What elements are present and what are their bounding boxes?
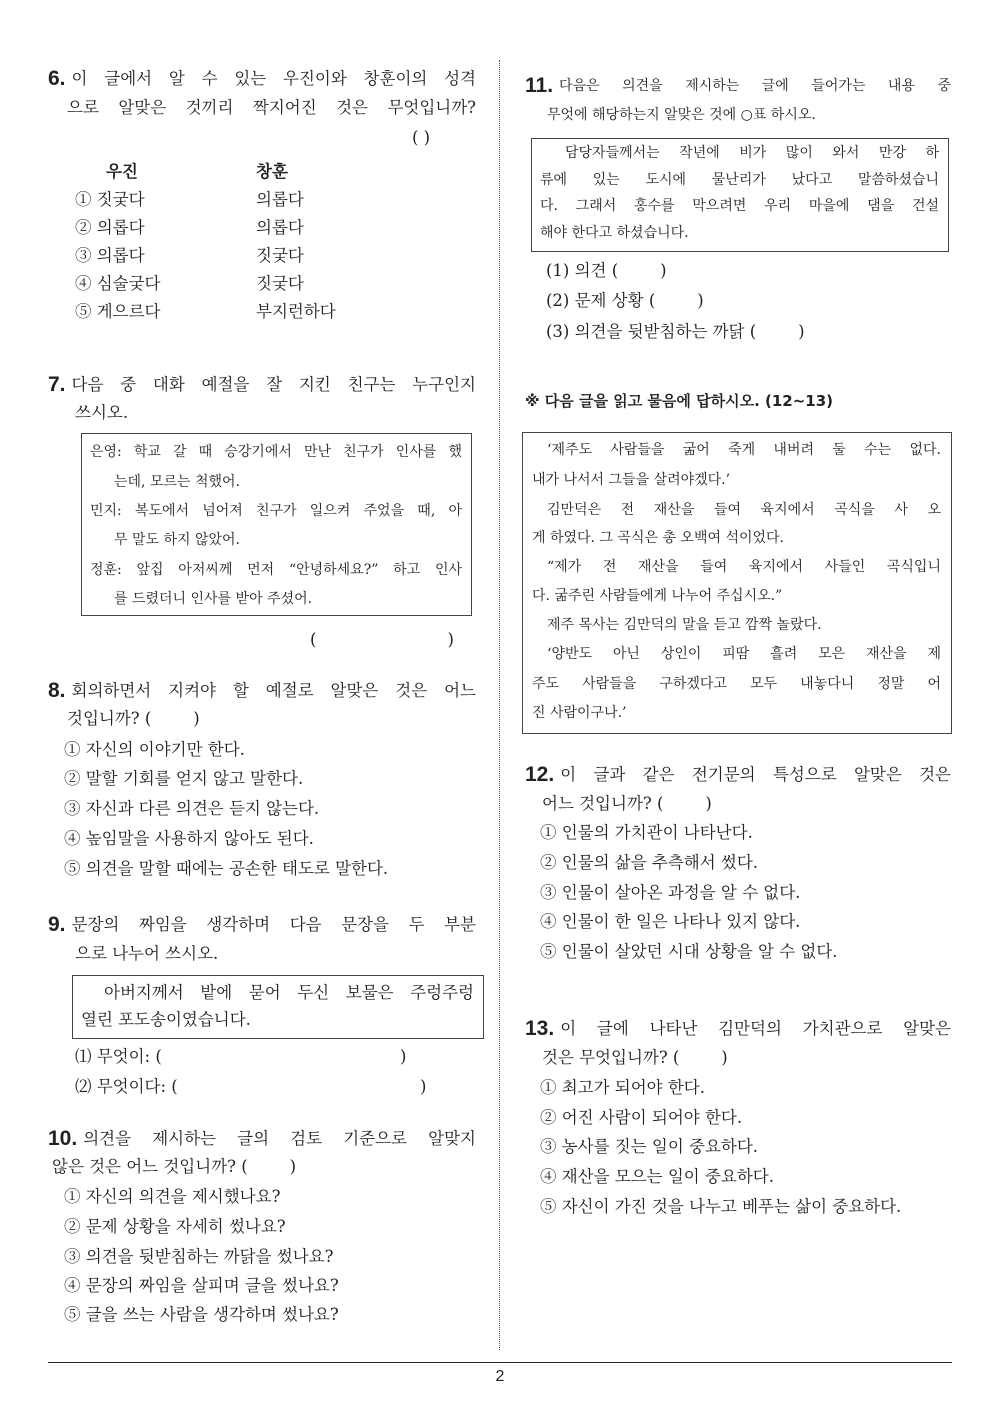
q6-option-1b: 의롭다 — [256, 190, 304, 209]
passage-line: “제가 전 재산을 들여 육지에서 사들인 곡식입니 — [547, 559, 941, 575]
q10-option-4: ④ 문장의 짜임을 살피며 글을 썼나요? — [64, 1276, 339, 1295]
passage-line: 주도 사람들을 구하겠다고 모두 내놓다니 정말 어 — [532, 676, 941, 692]
q13-option-3: ③ 농사를 짓는 일이 중요하다. — [540, 1137, 759, 1156]
q9-line-1 — [48, 913, 476, 937]
q7-line-1 — [48, 373, 476, 397]
q8-option-5: ⑤ 의견을 말할 때에는 공손한 태도로 말한다. — [64, 859, 389, 878]
q12-text: 이 글과 같은 전기문의 특성으로 알맞은 것은 — [560, 765, 951, 784]
q13-option-4: ④ 재산을 모으는 일이 중요하다. — [540, 1167, 774, 1186]
q11-box-line: 해야 한다고 하셨습니다. — [540, 225, 689, 241]
q8-line-1 — [48, 679, 476, 703]
q7-box-line: 를 드렸더니 인사를 받아 주셨어. — [114, 591, 313, 607]
q9-answer-1-label: ⑴ 무엇이: ( — [75, 1047, 162, 1066]
q12-option-3: ③ 인물이 살아온 과정을 알 수 없다. — [540, 883, 801, 902]
q11-text: 다음은 의견을 제시하는 글에 들어가는 내용 중 — [559, 78, 951, 94]
q9-answer-2-label: ⑵ 무엇이다: ( — [75, 1077, 178, 1096]
q11-line-1 — [525, 74, 951, 98]
q8-number: 8. — [48, 679, 66, 702]
q12-line-1 — [525, 763, 951, 787]
q11-number: 11. — [525, 74, 554, 97]
footer-rule — [48, 1362, 952, 1363]
q13-option-5: ⑤ 자신이 가진 것을 나누고 베푸는 삶이 중요하다. — [540, 1197, 902, 1216]
q12-number: 12. — [525, 763, 555, 786]
q9-answer-2-close[interactable]: ) — [420, 1077, 427, 1096]
q6-option-2b: 의롭다 — [256, 218, 304, 237]
q12-option-2: ② 인물의 삶을 추측해서 썼다. — [540, 853, 759, 872]
q7-box-line: 민지: 복도에서 넘어져 친구가 일으켜 주었을 때, 아 — [90, 503, 462, 519]
passage-line: 게 하였다. 그 곡식은 총 오백여 석이었다. — [532, 530, 784, 546]
q8-option-4: ④ 높임말을 사용하지 않아도 된다. — [64, 829, 314, 848]
q6-option-5b: 부지런하다 — [256, 302, 336, 321]
q6-line-2: 으로 알맞은 것끼리 짝지어진 것은 무엇입니까? — [67, 98, 476, 117]
passage-line: 내가 나서서 그들을 살려야겠다.’ — [532, 472, 731, 488]
q13-line-1 — [525, 1017, 951, 1041]
passage-line: 다. 굶주린 사람들에게 나누어 주십시오.” — [532, 588, 783, 604]
q7-box-line: 는데, 모르는 척했어. — [114, 474, 240, 490]
q6-col-a: 우진 — [106, 162, 138, 181]
q8-option-1: ① 자신의 이야기만 한다. — [64, 740, 245, 759]
q7-box-line: 정훈: 앞집 아저씨께 먼저 “안녕하세요?” 하고 인사 — [90, 562, 462, 578]
q10-option-1: ① 자신의 의견을 제시했나요? — [64, 1187, 281, 1206]
q6-option-1: ① 짓궂다 — [75, 190, 145, 209]
q13-number: 13. — [525, 1017, 555, 1040]
q12-option-4: ④ 인물이 한 일은 나타나 있지 않다. — [540, 912, 801, 931]
column-divider — [499, 60, 500, 1350]
q6-text: 이 글에서 알 수 있는 우진이와 창훈이의 성격 — [71, 69, 476, 88]
q11-item-opinion[interactable]: (1) 의견 ( ) — [546, 261, 667, 280]
q7-answer-blank[interactable]: ( ) — [310, 630, 454, 649]
passage-line: 제주 목사는 김만덕의 말을 듣고 깜짝 놀랐다. — [547, 617, 822, 633]
q13-line-2: 것은 무엇입니까? ( ) — [542, 1048, 728, 1067]
q8-option-3: ③ 자신과 다른 의견은 듣지 않는다. — [64, 799, 320, 818]
q10-text: 의견을 제시하는 글의 검토 기준으로 알맞지 — [83, 1129, 476, 1148]
q10-number: 10. — [48, 1127, 78, 1150]
q13-text: 이 글에 나타난 김만덕의 가치관으로 알맞은 — [560, 1019, 951, 1038]
q9-box-line: 열린 포도송이였습니다. — [81, 1010, 251, 1029]
q7-line-2: 쓰시오. — [75, 403, 129, 422]
q11-line-2: 무엇에 해당하는지 알맞은 것에 ○표 하시오. — [547, 107, 816, 123]
passage-line: ‘제주도 사람들을 굶어 죽게 내버려 둘 수는 없다. — [547, 442, 941, 458]
q6-option-5: ⑤ 게으르다 — [75, 302, 161, 321]
q11-box-line: 담당자들께서는 작년에 비가 많이 와서 만강 하 — [565, 145, 939, 161]
q7-text: 다음 중 대화 예절을 잘 지킨 친구는 누구인지 — [71, 375, 476, 394]
q9-answer-1-close[interactable]: ) — [400, 1047, 407, 1066]
q7-number: 7. — [48, 373, 66, 396]
q6-answer-blank[interactable]: ( ) — [412, 128, 431, 147]
q8-line-2: 것입니까? ( ) — [67, 709, 200, 728]
q9-line-2: 으로 나누어 쓰시오. — [75, 944, 219, 963]
passage-line: 진 사람이구나.’ — [532, 705, 627, 721]
q10-option-5: ⑤ 글을 쓰는 사람을 생각하며 썼나요? — [64, 1305, 339, 1324]
q12-option-5: ⑤ 인물이 살았던 시대 상황을 알 수 없다. — [540, 942, 838, 961]
q13-option-1: ① 최고가 되어야 한다. — [540, 1078, 705, 1097]
q11-box-line: 류에 있는 도시에 물난리가 났다고 말씀하셨습니 — [540, 172, 939, 188]
q10-line-1 — [48, 1127, 476, 1151]
q10-option-3: ③ 의견을 뒷받침하는 까닭을 썼나요? — [64, 1247, 334, 1266]
q7-box-line: 무 말도 하지 않았어. — [114, 532, 240, 548]
q6-number: 6. — [48, 67, 66, 90]
q13-option-2: ② 어진 사람이 되어야 한다. — [540, 1108, 743, 1127]
q10-line-2: 않은 것은 어느 것입니까? ( ) — [52, 1157, 297, 1176]
instruction-12-13: ※ 다음 글을 읽고 물음에 답하시오. (12~13) — [525, 392, 834, 410]
q6-option-3: ③ 의롭다 — [75, 246, 145, 265]
q10-option-2: ② 문제 상황을 자세히 썼나요? — [64, 1217, 286, 1236]
q12-line-2: 어느 것입니까? ( ) — [542, 794, 712, 813]
q6-option-4b: 짓궂다 — [256, 274, 304, 293]
q11-item-reason[interactable]: (3) 의견을 뒷받침하는 까닭 ( ) — [546, 322, 805, 341]
passage-line: 김만덕은 전 재산을 들여 육지에서 곡식을 사 오 — [547, 502, 941, 518]
page-number: 2 — [495, 1368, 505, 1385]
q9-text: 문장의 짜임을 생각하며 다음 문장을 두 부분 — [71, 915, 476, 934]
q6-option-4: ④ 심술궂다 — [75, 274, 161, 293]
q6-option-3b: 짓궂다 — [256, 246, 304, 265]
q8-text: 회의하면서 지켜야 할 예절로 알맞은 것은 어느 — [71, 681, 476, 700]
q7-box-line: 은영: 학교 갈 때 승강기에서 만난 친구가 인사를 했 — [90, 444, 462, 460]
q8-option-2: ② 말할 기회를 얻지 않고 말한다. — [64, 769, 304, 788]
q6-line-1 — [48, 67, 476, 91]
q6-option-2: ② 의롭다 — [75, 218, 145, 237]
q12-option-1: ① 인물의 가치관이 나타난다. — [540, 823, 753, 842]
passage-line: ‘양반도 아닌 상인이 피땀 흘려 모은 재산을 제 — [547, 646, 941, 662]
q6-col-b: 창훈 — [256, 162, 288, 181]
q9-number: 9. — [48, 913, 66, 936]
q11-box-line: 다. 그래서 홍수를 막으려면 우리 마을에 댐을 건설 — [540, 198, 939, 214]
q9-box-line: 아버지께서 밭에 묻어 두신 보물은 주렁주렁 — [104, 983, 474, 1002]
q11-item-problem[interactable]: (2) 문제 상황 ( ) — [546, 291, 704, 310]
